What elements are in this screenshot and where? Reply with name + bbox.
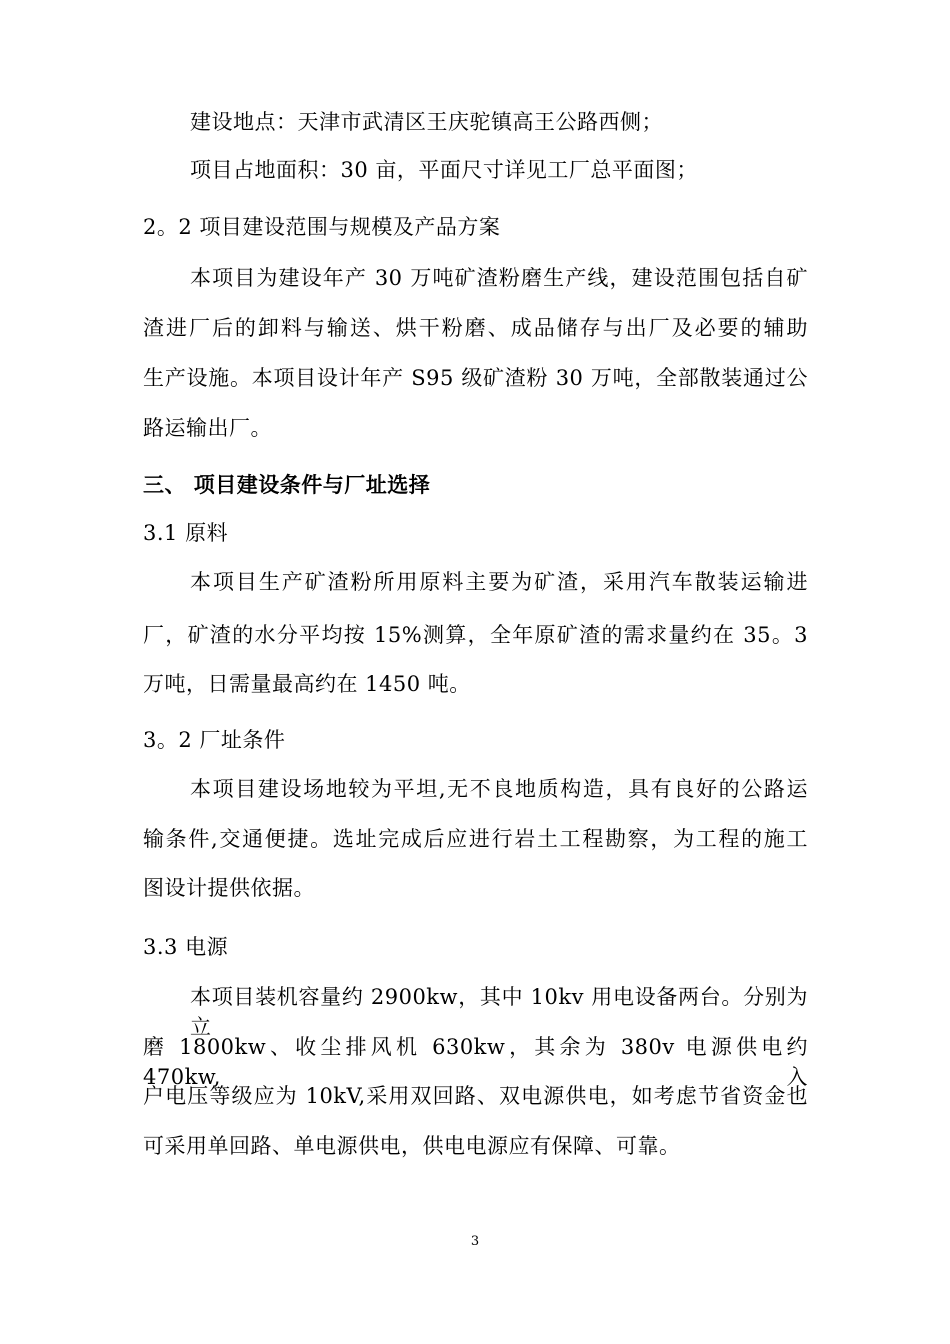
section-heading-2-2: 2。2 项目建设范围与规模及产品方案 [143,215,501,239]
paragraph-power-line-2: 磨 1800kw、收尘排风机 630kw，其余为 380v 电源供电约 470kw,入 [143,1035,808,1089]
paragraph-scope-line-3: 生产设施。本项目设计年产 S95 级矿渣粉 30 万吨，全部散装通过公 [143,366,808,390]
section-heading-3-1: 3.1 原料 [143,521,229,545]
paragraph-raw-material-line-1: 本项目生产矿渣粉所用原料主要为矿渣，采用汽车散装运输进 [190,570,808,594]
paragraph-site-area: 项目占地面积：30 亩，平面尺寸详见工厂总平面图； [190,158,698,182]
paragraph-site-conditions-line-2: 输条件,交通便捷。选址完成后应进行岩土工程勘察，为工程的施工 [143,827,808,851]
page-number: 3 [470,1234,480,1249]
paragraph-site-conditions-line-1: 本项目建设场地较为平坦,无不良地质构造，具有良好的公路运 [190,777,808,801]
paragraph-scope-line-1: 本项目为建设年产 30 万吨矿渣粉磨生产线，建设范围包括自矿 [190,266,808,290]
section-heading-3-3: 3.3 电源 [143,935,229,959]
paragraph-raw-material-line-3: 万吨，日需量最高约在 1450 吨。 [143,672,471,696]
paragraph-power-line-4: 可采用单回路、单电源供电，供电电源应有保障、可靠。 [143,1134,681,1158]
section-heading-3-2: 3。2 厂址条件 [143,728,286,752]
paragraph-power-line-3: 户电压等级应为 10kV,采用双回路、双电源供电，如考虑节省资金也 [143,1084,808,1108]
paragraph-scope-line-2: 渣进厂后的卸料与输送、烘干粉磨、成品储存与出厂及必要的辅助 [143,316,808,340]
paragraph-location: 建设地点：天津市武清区王庆驼镇高王公路西侧； [190,110,663,134]
paragraph-raw-material-line-2: 厂，矿渣的水分平均按 15%测算，全年原矿渣的需求量约在 35。3 [143,623,808,647]
chapter-heading-3: 三、 项目建设条件与厂址选择 [143,473,431,497]
paragraph-scope-line-4: 路运输出厂。 [143,416,272,440]
paragraph-power-line-1: 本项目装机容量约 2900kw，其中 10kv 用电设备两台。分别为立 [190,985,808,1039]
paragraph-site-conditions-line-3: 图设计提供依据。 [143,876,315,900]
